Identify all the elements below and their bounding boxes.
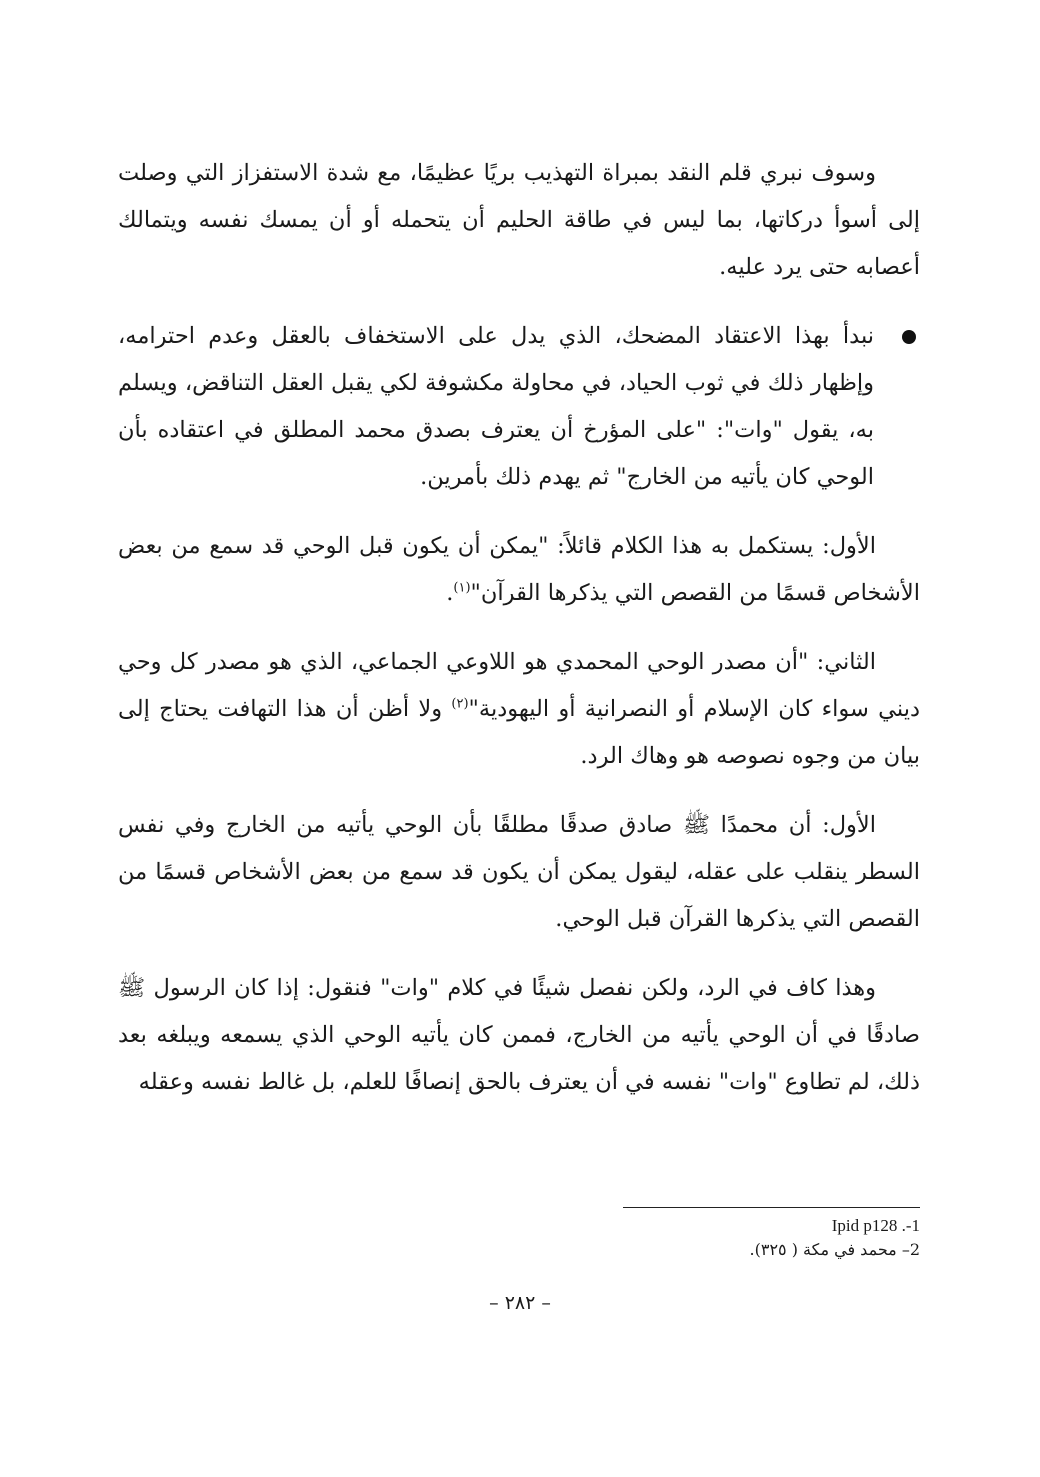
paragraph-intro: وسوف نبري قلم النقد بمبراة التهذيب بريًا عظيمًا، مع شدة الاستفزاز التي وصلت إلى أسوأ دركاتها، بما ليس في طاقة الحليم أن يتحمله أو أن يمسك نفسه ويتمالك أعصابه حتى يرد عليه. [118, 160, 920, 280]
paragraph-second-point [118, 639, 920, 780]
first-point-text: الأول: يستكمل به هذا الكلام قائلاً: "يمكن أن يكون قبل الوحي قد سمع من بعض الأشخاص قسمًا من القصص التي يذكرها القرآن" [118, 533, 920, 606]
bullet-icon [902, 330, 916, 344]
bullet-item-text: نبدأ بهذا الاعتقاد المضحك، الذي يدل على الاستخفاف بالعقل وعدم احترامه، وإظهار ذلك في ثوب الحياد، في محاولة مكشوفة لكي يقبل العقل التناقض، ويسلم به، يقول "وات": "على المؤرخ أن يعترف بصدق محمد المطلق في اعتقاده بأن الوحي كان يأتيه من الخارج" ثم يهدم ذلك بأمرين. [118, 323, 874, 490]
bullet-item [118, 313, 920, 501]
first-point-end: . [446, 580, 454, 606]
footnote-ref-2: (٢) [451, 696, 469, 712]
second-point-text: الثاني: "أن مصدر الوحي المحمدي هو اللاوعي الجماعي، الذي هو مصدر كل وحي ديني سواء كان الإسلام أو النصرانية أو اليهودية" [118, 649, 920, 722]
paragraph-reply-first: الأول: أن محمدًا ﷺ صادق صدقًا مطلقًا بأن الوحي يأتيه من الخارج وفي نفس السطر ينقلب على عقله، ليقول يمكن أن يكون قد سمع من بعض الأشخاص قسمًا من القصص التي يذكرها القرآن قبل الوحي. [118, 812, 920, 932]
footnotes [520, 1214, 920, 1262]
footnote-2: 2– محمد في مكة ( ٣٢٥). [749, 1240, 920, 1259]
page-number: – ٢٨٢ – [489, 1292, 551, 1314]
footnote-1: Ipid p128 .-1 [831, 1216, 920, 1235]
footnote-divider [623, 1207, 920, 1208]
second-point-rest: ولا أظن أن هذا التهافت يحتاج إلى بيان من وجوه نصوصه هو وهاك الرد. [118, 696, 920, 769]
paragraph-reply-detail: وهذا كاف في الرد، ولكن نفصل شيئًا في كلام "وات" فنقول: إذا كان الرسول ﷺ صادقًا في أن الوحي يأتيه من الخارج، فممن كان يأتيه الوحي الذي يسمعه ويبلغه بعد ذلك، لم تطاوع "وات" نفسه في أن يعترف بالحق إنصافًا للعلم، بل غالط نفسه وعقله [118, 975, 920, 1095]
page-body [118, 150, 920, 1128]
paragraph-first-point [118, 523, 920, 617]
footnote-ref-1: (١) [453, 580, 471, 596]
